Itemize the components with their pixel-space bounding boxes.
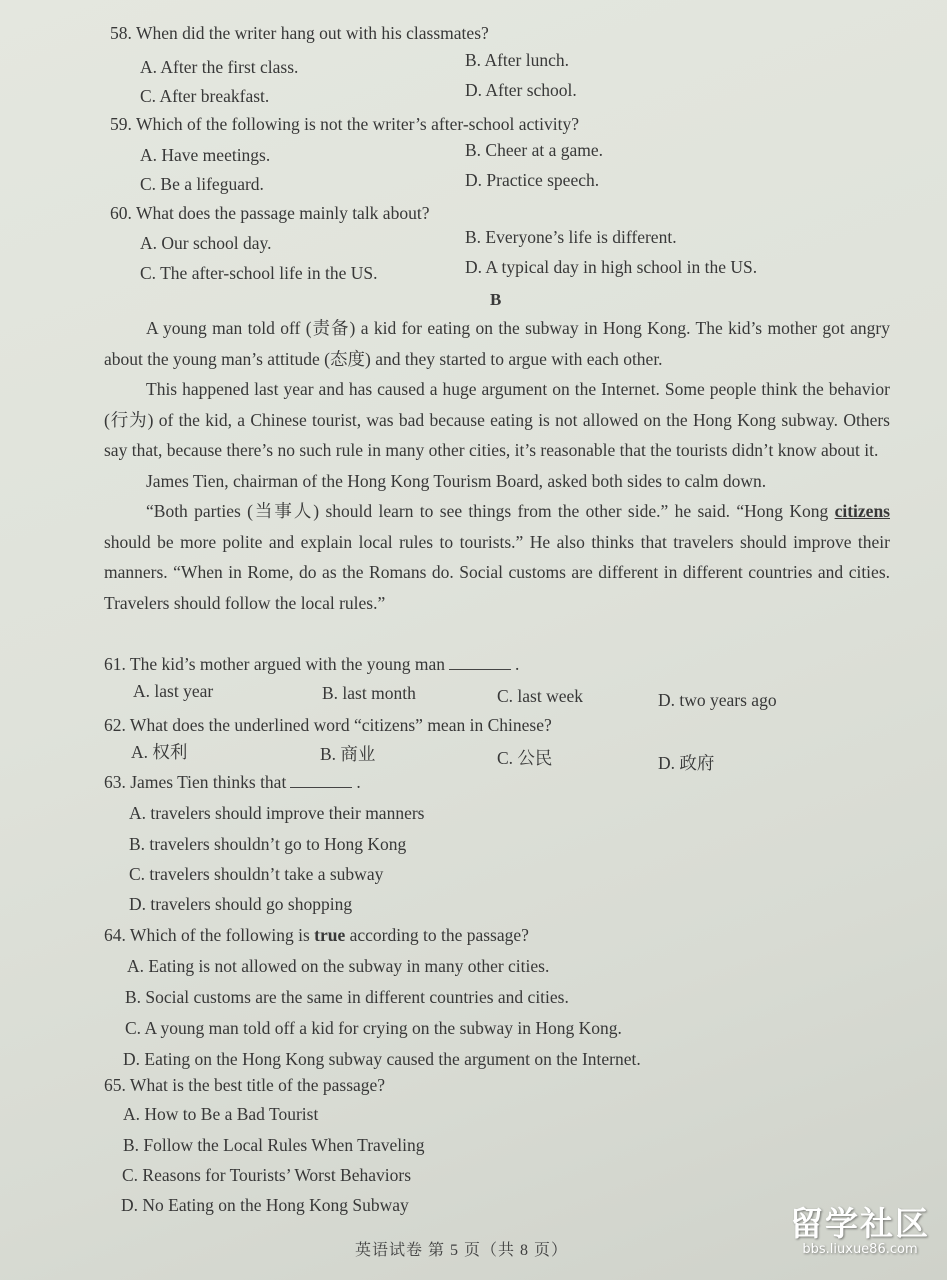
q60-option-d: D. A typical day in high school in the US. [465,257,758,277]
q58-option-d: D. After school. [465,80,577,100]
q63-option-d: D. travelers should go shopping [129,894,353,914]
q61-option-a: A. last year [133,681,214,701]
underlined-word-citizens: citizens [834,501,890,521]
q63-option-a: A. travelers should improve their manners [129,803,425,823]
q65-option-b: B. Follow the Local Rules When Traveling [123,1135,425,1155]
q64-option-a: A. Eating is not allowed on the subway in many other cities. [127,956,550,976]
q60-option-c: C. The after-school life in the US. [140,263,378,283]
q62-option-a: A. 权利 [131,742,188,762]
q59-option-d: D. Practice speech. [465,170,600,190]
question-text: according to the passage? [345,925,529,945]
question-58-stem [110,22,489,44]
watermark-logo [780,1206,940,1258]
question-59-stem [110,113,579,135]
passage-paragraph-3: James Tien, chairman of the Hong Kong Tourism Board, asked both sides to calm down. [146,470,767,491]
question-number: 58. [110,23,132,43]
question-61-stem [104,653,519,675]
q60-option-b: B. Everyone’s life is different. [465,227,677,247]
question-text: When did the writer hang out with his classmates? [135,23,489,43]
q58-option-b: B. After lunch. [465,50,570,70]
q59-option-b: B. Cheer at a game. [465,140,604,160]
q64-option-b: B. Social customs are the same in different countries and cities. [125,987,569,1007]
q59-option-a: A. Have meetings. [140,145,271,165]
watermark-title: 留学社区 [790,1204,930,1243]
q62-option-b: B. 商业 [320,744,376,764]
paragraph-text: “Both parties (当事人) should learn to see things from the other side.” he said. “Hong Kong [146,501,835,521]
punctuation: . [515,654,520,674]
question-text: 64. Which of the following is [104,925,315,945]
page-footer: 英语试卷 第 5 页（共 8 页） [355,1242,569,1259]
q59-option-c: C. Be a lifeguard. [140,174,264,194]
q61-option-b: B. last month [322,683,416,703]
question-65-stem: 65. What is the best title of the passage? [104,1075,386,1095]
answer-blank [449,655,511,670]
answer-blank [290,773,352,788]
section-b-heading: B [490,290,502,309]
passage-paragraph-1: A young man told off (责备) a kid for eating on the subway in Hong Kong. The kid’s mother got angry about the young man’s attitude (态度) and they started to argue with each other. [104,318,890,369]
question-60-stem [110,202,429,224]
passage-paragraph-2: This happened last year and has caused a huge argument on the Internet. Some people think the behavior (行为) of the kid, a Chinese tourist, was bad because eating is not allowed on the Hong Kong subway. Others say that, because there’s no such rule in many other cities, it’s reasonable that the tourists didn’t know about it. [104,379,890,460]
emphasis-true: true [314,925,346,945]
question-63-stem [104,771,361,793]
question-text: 61. The kid’s mother argued with the young man [104,654,446,674]
paragraph-text: should be more polite and explain local rules to tourists.” He also thinks that travelers should improve their manners. “When in Rome, do as the Romans do. Social customs are different in different countries and cities. Travelers should follow the local rules.” [104,531,890,613]
q64-option-c: C. A young man told off a kid for crying on the subway in Hong Kong. [125,1018,622,1038]
question-text: What does the passage mainly talk about? [135,203,430,223]
q58-option-a: A. After the first class. [140,57,299,77]
q60-option-a: A. Our school day. [140,233,272,253]
q61-option-c: C. last week [497,686,584,706]
passage-b [104,313,890,618]
q65-option-c: C. Reasons for Tourists’ Worst Behaviors [122,1165,412,1185]
question-text: Which of the following is not the writer’s after-school activity? [135,114,579,134]
q64-option-d: D. Eating on the Hong Kong subway caused the argument on the Internet. [123,1049,641,1069]
q65-option-a: A. How to Be a Bad Tourist [123,1104,319,1124]
question-number: 60. [110,203,132,223]
q62-option-d: D. 政府 [658,753,715,773]
q63-option-c: C. travelers shouldn’t take a subway [129,864,384,884]
q58-option-c: C. After breakfast. [140,86,270,106]
punctuation: . [356,772,361,792]
question-64-stem [104,924,529,946]
question-62-stem: 62. What does the underlined word “citizens” mean in Chinese? [104,715,552,735]
question-number: 59. [110,114,132,134]
passage-paragraph-4 [104,496,890,618]
question-text: 63. James Tien thinks that [104,772,287,792]
watermark-url: bbs.liuxue86.com [802,1242,918,1257]
q63-option-b: B. travelers shouldn’t go to Hong Kong [129,834,407,854]
q62-option-c: C. 公民 [497,748,553,768]
q61-option-d: D. two years ago [658,690,777,710]
q65-option-d: D. No Eating on the Hong Kong Subway [121,1195,409,1215]
